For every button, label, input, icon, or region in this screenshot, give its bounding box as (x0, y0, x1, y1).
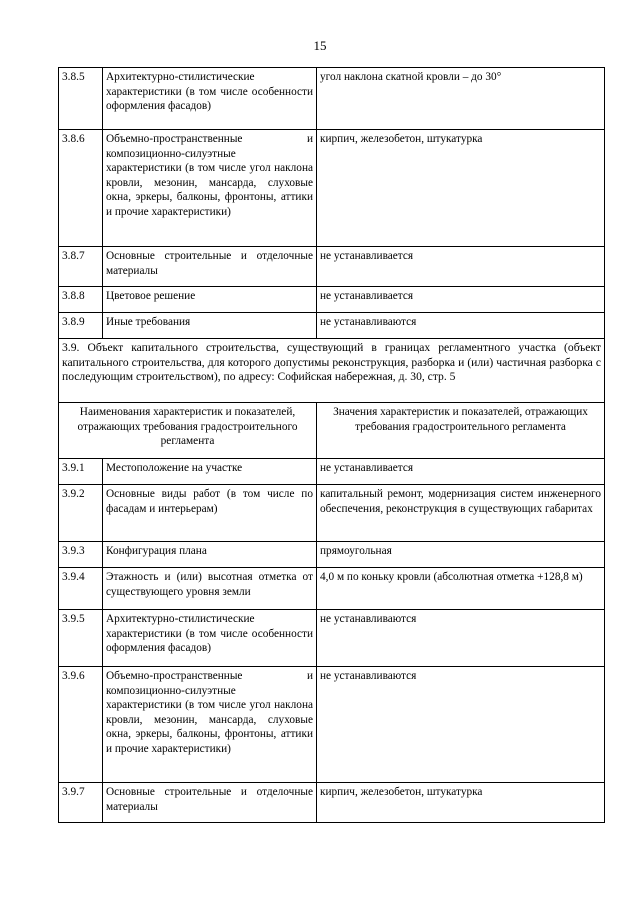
characteristic-value: кирпич, железобетон, штукатурка (317, 130, 605, 247)
row-number: 3.8.7 (59, 247, 103, 287)
characteristic-name: Архитектурно-стилистические характеристики (в том числе особенности оформления фасадов) (103, 610, 317, 667)
characteristic-value: кирпич, железобетон, штукатурка (317, 783, 605, 823)
header-row (59, 403, 605, 459)
table-row (59, 783, 605, 823)
table-row (59, 247, 605, 287)
characteristic-value: не устанавливается (317, 247, 605, 287)
characteristic-name: Иные требования (103, 313, 317, 339)
characteristic-value: не устанавливаются (317, 610, 605, 667)
characteristic-name: Объемно-пространственные и композиционно-силуэтные характеристики (в том числе угол наклона кровли, мезонин, мансарда, слуховые окна, эркеры, балконы, фронтоны, аттики и прочие характеристики) (103, 130, 317, 247)
characteristic-name: Этажность и (или) высотная отметка от существующего уровня земли (103, 568, 317, 610)
table-row (59, 68, 605, 130)
characteristic-name: Конфигурация плана (103, 542, 317, 568)
characteristic-value: 4,0 м по коньку кровли (абсолютная отметка +128,8 м) (317, 568, 605, 610)
characteristic-name: Основные строительные и отделочные материалы (103, 783, 317, 823)
characteristic-name: Цветовое решение (103, 287, 317, 313)
row-number: 3.9.5 (59, 610, 103, 667)
row-number: 3.8.8 (59, 287, 103, 313)
characteristic-value: капитальный ремонт, модернизация систем инженерного обеспечения, реконструкция в существующих габаритах (317, 485, 605, 542)
characteristic-name: Архитектурно-стилистические характеристики (в том числе особенности оформления фасадов) (103, 68, 317, 130)
regulation-table (58, 67, 605, 823)
table-row (59, 542, 605, 568)
section-row (59, 339, 605, 403)
table-row (59, 287, 605, 313)
row-number: 3.8.5 (59, 68, 103, 130)
header-name-column: Наименования характеристик и показателей, отражающих требования градостроительного регламента (59, 403, 317, 459)
characteristic-value: не устанавливаются (317, 313, 605, 339)
table-row (59, 485, 605, 542)
table-row (59, 667, 605, 783)
characteristic-value: не устанавливается (317, 459, 605, 485)
table-row (59, 568, 605, 610)
characteristic-value: не устанавливаются (317, 667, 605, 783)
section-heading: 3.9. Объект капитального строительства, существующий в границах регламентного участка (объект капитального строительства, для которого допустимы реконструкция, разборка и (или) частичная разборка с последующим строительством), по адресу: Софийская набережная, д. 30, стр. 5 (59, 339, 605, 403)
row-number: 3.9.4 (59, 568, 103, 610)
table-row (59, 459, 605, 485)
row-number: 3.9.1 (59, 459, 103, 485)
row-number: 3.9.6 (59, 667, 103, 783)
table-row (59, 610, 605, 667)
row-number: 3.9.7 (59, 783, 103, 823)
characteristic-value: угол наклона скатной кровли – до 30° (317, 68, 605, 130)
row-number: 3.9.3 (59, 542, 103, 568)
row-number: 3.8.9 (59, 313, 103, 339)
row-number: 3.9.2 (59, 485, 103, 542)
header-value-column: Значения характеристик и показателей, отражающих требования градостроительного регламента (317, 403, 605, 459)
characteristic-name: Основные строительные и отделочные материалы (103, 247, 317, 287)
table-row (59, 130, 605, 247)
characteristic-name: Основные виды работ (в том числе по фасадам и интерьерам) (103, 485, 317, 542)
page-number: 15 (313, 38, 327, 53)
characteristic-value: прямоугольная (317, 542, 605, 568)
characteristic-name: Объемно-пространственные и композиционно-силуэтные характеристики (в том числе угол наклона кровли, мезонин, мансарда, слуховые окна, эркеры, балконы, фронтоны, аттики и прочие характеристики) (103, 667, 317, 783)
row-number: 3.8.6 (59, 130, 103, 247)
characteristic-value: не устанавливается (317, 287, 605, 313)
characteristic-name: Местоположение на участке (103, 459, 317, 485)
table-row (59, 313, 605, 339)
